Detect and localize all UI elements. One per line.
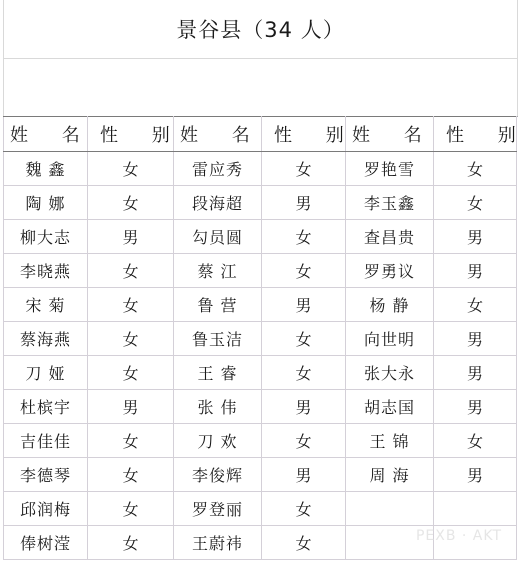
header-name-1: 姓 名 bbox=[4, 117, 88, 152]
gender-cell: 女 bbox=[434, 152, 517, 186]
table-row bbox=[4, 322, 517, 356]
header-sex-3: 性 别 bbox=[434, 117, 517, 152]
name-cell: 刀 娅 bbox=[4, 356, 88, 390]
name-cell: 柳大志 bbox=[4, 220, 88, 254]
watermark: PEXB · AKT bbox=[415, 528, 502, 544]
name-cell: 段海超 bbox=[174, 186, 262, 220]
name-cell: 王 睿 bbox=[174, 356, 262, 390]
table-row bbox=[4, 288, 517, 322]
name-cell: 罗勇议 bbox=[346, 254, 434, 288]
header-name-3: 姓 名 bbox=[346, 117, 434, 152]
gender-cell: 女 bbox=[262, 424, 346, 458]
gender-cell: 女 bbox=[88, 526, 174, 560]
gender-cell: 男 bbox=[434, 458, 517, 492]
name-cell: 刀 欢 bbox=[174, 424, 262, 458]
gender-cell: 男 bbox=[434, 390, 517, 424]
gender-cell: 女 bbox=[434, 186, 517, 220]
gender-cell: 男 bbox=[262, 458, 346, 492]
table-row bbox=[4, 492, 517, 526]
gender-cell bbox=[434, 492, 517, 526]
name-cell: 俸树滢 bbox=[4, 526, 88, 560]
table-row bbox=[4, 390, 517, 424]
name-cell: 李德琴 bbox=[4, 458, 88, 492]
blank-row bbox=[3, 58, 518, 117]
table-row bbox=[4, 356, 517, 390]
header-sex-1: 性 别 bbox=[88, 117, 174, 152]
gender-cell: 男 bbox=[434, 322, 517, 356]
gender-cell: 女 bbox=[88, 492, 174, 526]
name-cell: 鲁 营 bbox=[174, 288, 262, 322]
table-row bbox=[4, 458, 517, 492]
name-cell: 陶 娜 bbox=[4, 186, 88, 220]
name-cell: 魏 鑫 bbox=[4, 152, 88, 186]
gender-cell: 女 bbox=[88, 254, 174, 288]
name-cell: 罗艳雪 bbox=[346, 152, 434, 186]
gender-cell: 女 bbox=[434, 424, 517, 458]
table-row bbox=[4, 254, 517, 288]
name-cell: 杜槟宇 bbox=[4, 390, 88, 424]
gender-cell: 女 bbox=[88, 356, 174, 390]
gender-cell: 女 bbox=[262, 152, 346, 186]
table-row bbox=[4, 424, 517, 458]
name-cell: 杨 静 bbox=[346, 288, 434, 322]
name-cell: 鲁玉洁 bbox=[174, 322, 262, 356]
gender-cell: 女 bbox=[262, 356, 346, 390]
gender-cell: 女 bbox=[262, 220, 346, 254]
gender-cell: 女 bbox=[262, 254, 346, 288]
gender-cell: 男 bbox=[88, 220, 174, 254]
roster-table bbox=[3, 116, 530, 560]
name-cell: 查昌贵 bbox=[346, 220, 434, 254]
gender-cell: 男 bbox=[262, 288, 346, 322]
name-cell: 张 伟 bbox=[174, 390, 262, 424]
name-cell: 蔡 江 bbox=[174, 254, 262, 288]
header-sex-2: 性 别 bbox=[262, 117, 346, 152]
gender-cell: 男 bbox=[434, 254, 517, 288]
gender-cell: 女 bbox=[262, 492, 346, 526]
name-cell bbox=[346, 492, 434, 526]
name-cell: 胡志国 bbox=[346, 390, 434, 424]
name-cell: 周 海 bbox=[346, 458, 434, 492]
table-row bbox=[4, 186, 517, 220]
gender-cell: 女 bbox=[434, 288, 517, 322]
name-cell: 王 锦 bbox=[346, 424, 434, 458]
name-cell: 张大永 bbox=[346, 356, 434, 390]
gender-cell: 女 bbox=[262, 322, 346, 356]
gender-cell: 女 bbox=[262, 526, 346, 560]
header-row bbox=[4, 117, 517, 152]
name-cell: 勾员圆 bbox=[174, 220, 262, 254]
gender-cell: 男 bbox=[434, 356, 517, 390]
name-cell: 李晓燕 bbox=[4, 254, 88, 288]
name-cell: 雷应秀 bbox=[174, 152, 262, 186]
gender-cell: 女 bbox=[88, 322, 174, 356]
name-cell: 宋 菊 bbox=[4, 288, 88, 322]
table-title: 景谷县（34 人） bbox=[3, 0, 518, 59]
gender-cell: 女 bbox=[88, 458, 174, 492]
gender-cell: 男 bbox=[434, 220, 517, 254]
gender-cell: 女 bbox=[88, 186, 174, 220]
name-cell: 蔡海燕 bbox=[4, 322, 88, 356]
gender-cell: 女 bbox=[88, 152, 174, 186]
gender-cell: 男 bbox=[262, 390, 346, 424]
name-cell: 王蔚祎 bbox=[174, 526, 262, 560]
name-cell: 李俊辉 bbox=[174, 458, 262, 492]
name-cell: 邱润梅 bbox=[4, 492, 88, 526]
table-row bbox=[4, 152, 517, 186]
gender-cell: 男 bbox=[262, 186, 346, 220]
name-cell: 向世明 bbox=[346, 322, 434, 356]
name-cell: 李玉鑫 bbox=[346, 186, 434, 220]
gender-cell: 男 bbox=[88, 390, 174, 424]
header-name-2: 姓 名 bbox=[174, 117, 262, 152]
gender-cell: 女 bbox=[88, 288, 174, 322]
table-row bbox=[4, 220, 517, 254]
gender-cell: 女 bbox=[88, 424, 174, 458]
name-cell: 吉佳佳 bbox=[4, 424, 88, 458]
name-cell: 罗登丽 bbox=[174, 492, 262, 526]
